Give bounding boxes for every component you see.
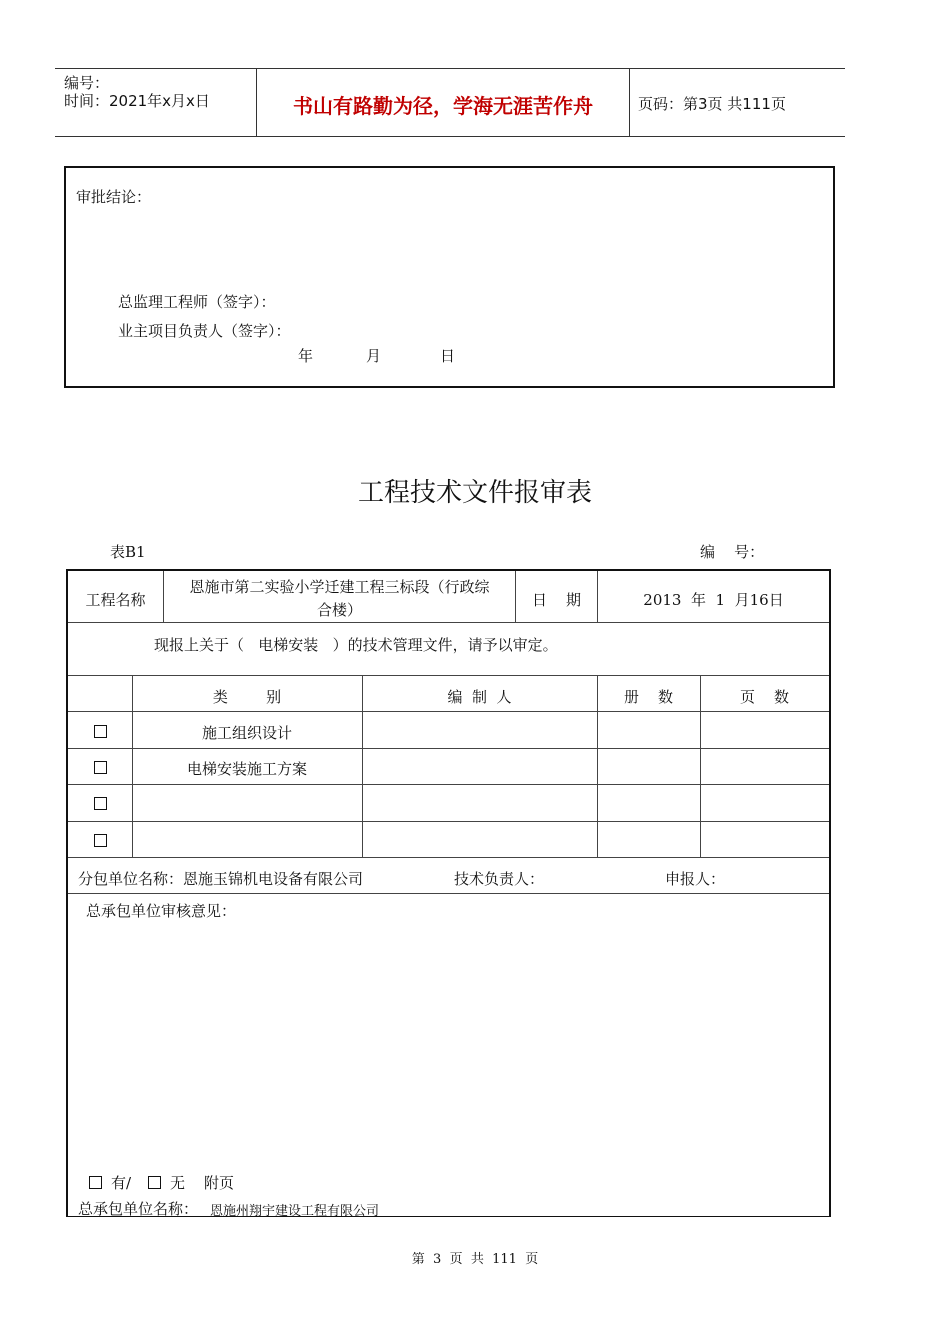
applicant-label: 申报人： bbox=[665, 870, 726, 888]
row-divider bbox=[68, 821, 829, 822]
project-name-line-2: 合楼） bbox=[316, 601, 362, 619]
project-name-label: 工程名称 bbox=[85, 591, 146, 609]
column-header-volumes: 册 数 bbox=[623, 688, 674, 706]
approval-box bbox=[64, 166, 835, 388]
subcontractor-name: 分包单位名称：恩施玉锦机电设备有限公司 bbox=[78, 870, 364, 888]
row-divider bbox=[68, 748, 829, 749]
header-divider-left bbox=[256, 68, 257, 136]
table-row-category: 施工组织设计 bbox=[201, 724, 292, 742]
table-id: 表B1 bbox=[110, 543, 146, 561]
row-divider bbox=[68, 893, 829, 894]
header-number-label: 编号： bbox=[64, 74, 110, 92]
header-page-info: 页码：第3页 共111页 bbox=[638, 95, 786, 113]
header-bottom-rule bbox=[55, 136, 845, 137]
row-checkbox[interactable] bbox=[94, 797, 107, 810]
general-contractor-label: 总承包单位名称： bbox=[78, 1200, 199, 1218]
date-value: 2013 年 1 月16日 bbox=[643, 591, 784, 609]
header-time-label: 时间：2021年x月x日 bbox=[64, 92, 210, 110]
table-row-category: 电梯安装施工方案 bbox=[186, 760, 307, 778]
attachment-yes-checkbox[interactable] bbox=[89, 1176, 102, 1189]
row-divider bbox=[68, 711, 829, 712]
project-name-line-1: 恩施市第二实验小学迁建工程三标段（行政综 bbox=[189, 578, 490, 596]
tech-lead-label: 技术负责人： bbox=[454, 870, 545, 888]
approval-month: 月 bbox=[366, 347, 382, 365]
submission-statement: 现报上关于（ 电梯安装 ）的技术管理文件，请予以审定。 bbox=[154, 636, 558, 654]
attachment-no-checkbox[interactable] bbox=[148, 1176, 161, 1189]
owner-manager-signature-label: 业主项目负责人（签字）： bbox=[118, 322, 291, 340]
approval-year: 年 bbox=[298, 347, 314, 365]
row-checkbox[interactable] bbox=[94, 725, 107, 738]
submission-form-table bbox=[66, 569, 831, 1217]
row-divider bbox=[68, 857, 829, 858]
row-checkbox[interactable] bbox=[94, 834, 107, 847]
row-divider bbox=[68, 784, 829, 785]
approval-day: 日 bbox=[440, 347, 456, 365]
header-motto: 书山有路勤为径，学海无涯苦作舟 bbox=[293, 94, 593, 118]
column-header-author: 编 制 人 bbox=[447, 688, 512, 706]
form-number-label: 编 号： bbox=[700, 543, 765, 561]
general-contractor-value: 恩施州翔宇建设工程有限公司 bbox=[210, 1204, 380, 1219]
general-contractor-review-label: 总承包单位审核意见： bbox=[86, 902, 237, 920]
chief-supervisor-signature-label: 总监理工程师（签字）： bbox=[118, 293, 276, 311]
header-top-rule bbox=[55, 68, 845, 69]
row-divider bbox=[68, 622, 829, 623]
row-divider bbox=[68, 675, 829, 676]
column-header-pages: 页 数 bbox=[739, 688, 790, 706]
attachment-no-label: 无 bbox=[170, 1174, 186, 1192]
row-checkbox[interactable] bbox=[94, 761, 107, 774]
column-header-category: 类 别 bbox=[212, 688, 282, 706]
header-divider-right bbox=[629, 68, 630, 136]
attachment-page-label: 附页 bbox=[204, 1174, 235, 1192]
page-footer: 第 3 页 共 111 页 bbox=[411, 1252, 539, 1267]
date-label: 日 期 bbox=[531, 591, 582, 609]
form-title: 工程技术文件报审表 bbox=[357, 478, 592, 508]
approval-conclusion-label: 审批结论： bbox=[76, 188, 152, 206]
attachment-yes-label: 有/ bbox=[111, 1174, 132, 1192]
